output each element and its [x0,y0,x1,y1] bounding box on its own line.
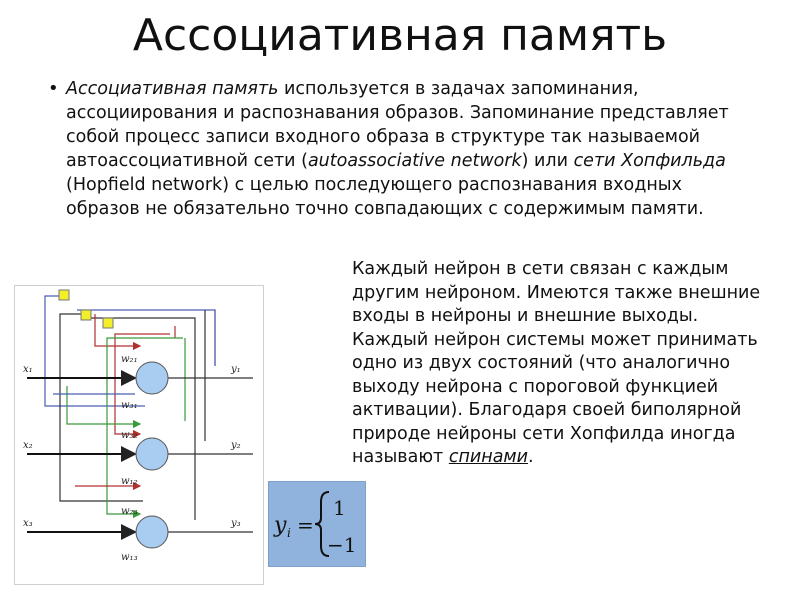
term-autoassociative-network: autoassociative network [307,151,522,171]
term-hopfield-network: сети Хопфильда [573,151,726,171]
input-label-1: x₁ [23,364,33,375]
formula-equals: = [297,513,314,537]
weight-label-w32: w₃₂ [121,430,138,441]
bullet-text-part-1: используется в задачах запоминания, ассоциирования и распознавания образов. Запоминание представляет собой процесс записи входного образа в структуре так называемой автоассоциативной сети ( [66,79,729,171]
bullet-text [66,77,758,221]
term-spins: спинами [448,447,529,467]
neuron-2 [136,438,168,470]
formula-subscript: i [287,526,291,540]
delay-box-3 [103,318,113,328]
weight-label-w13: w₁₃ [121,552,138,563]
description-paragraph [352,258,772,470]
activation-formula [268,481,366,567]
hopfield-network-diagram [14,285,264,585]
weight-label-w31: w₃₁ [121,400,138,411]
weight-label-w12: w₁₂ [121,476,138,487]
delay-box-1 [59,290,69,300]
delay-box-2 [81,310,91,320]
neuron-3 [136,516,168,548]
bullet-paragraph [48,77,758,221]
neuron-1 [136,362,168,394]
output-label-2: y₂ [231,440,241,451]
bullet-text-part-3: (Hopfield network) с целью последующего распознавания входных образов не обязательно точно совпадающих с содержимым памяти. [66,175,704,219]
description-end: . [528,447,534,467]
bullet-dot-icon: • [48,78,59,99]
formula-case-1: 1 [333,496,346,520]
description-main: Каждый нейрон в сети связан с каждым другим нейроном. Имеются также внешние входы в нейроны и внешние выходы. Каждый нейрон системы может принимать одно из двух состояний (что аналогично выходу нейрона с пороговой функцией активации). Благодаря своей биполярной природе нейроны сети Хопфилда иногда называют [352,259,761,467]
formula-svg [269,482,365,566]
formula-lhs: y [274,513,287,538]
slide-title: Ассоциативная память [132,10,668,61]
weight-label-w23: w₂₃ [121,506,138,517]
input-label-2: x₂ [23,440,33,451]
input-label-3: x₃ [23,518,33,529]
output-label-3: y₃ [231,518,241,529]
weight-label-w21: w₂₁ [121,354,138,365]
term-associative-memory: Ассоциативная память [66,79,279,99]
network-svg [15,286,263,584]
bullet-text-part-2: ) или [521,151,574,171]
output-label-1: y₁ [231,364,241,375]
formula-case-2: −1 [327,533,357,557]
